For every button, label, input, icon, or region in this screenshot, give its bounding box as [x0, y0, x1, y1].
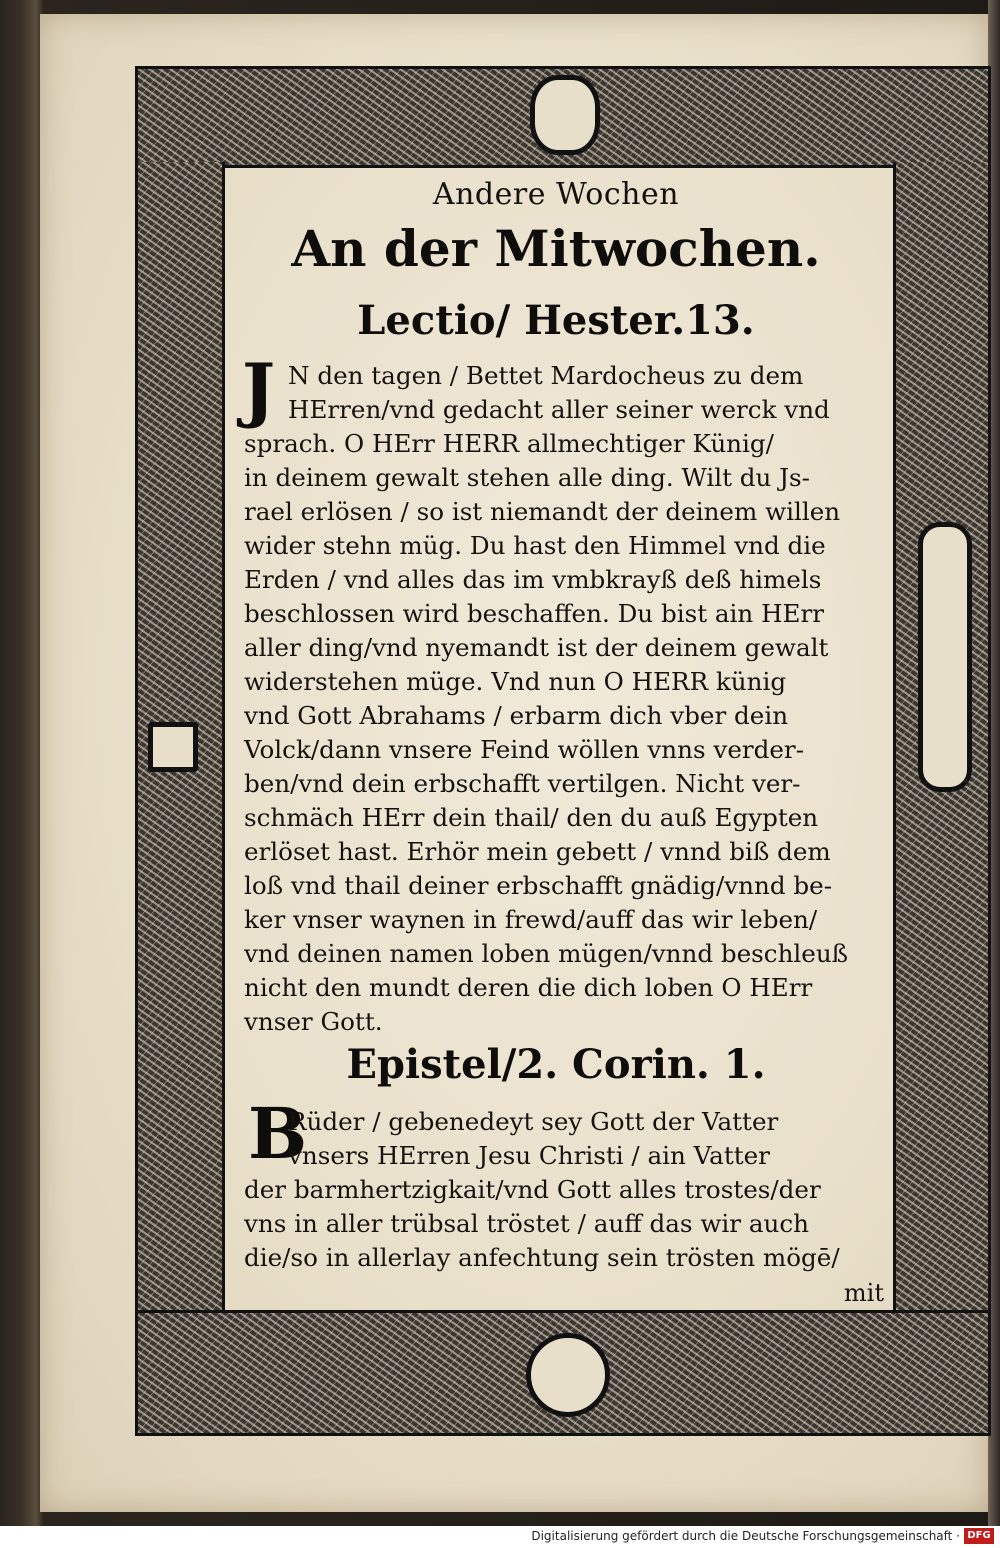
text-line: beschlossen wird beschaffen. Du bist ain HErr [244, 599, 824, 628]
text-line: vnd deinen namen loben mügen/vnnd beschleuß [244, 939, 849, 968]
text-line: rael erlösen / so ist niemandt der deinem willen [244, 497, 841, 526]
dfg-logo-icon: DFG [964, 1528, 994, 1544]
text-line: Rüder / gebenedeyt sey Gott der Vatter [288, 1107, 779, 1136]
text-line: N den tagen / Bettet Mardocheus zu dem [288, 361, 804, 390]
text-line: vnser Gott. [244, 1007, 383, 1036]
woodcut-border-right [893, 162, 991, 1310]
text-line: vnd Gott Abrahams / erbarm dich vber dein [244, 701, 789, 730]
text-line: in deinem gewalt stehen alle ding. Wilt du Js- [244, 463, 810, 492]
circle-ornament-icon [526, 1333, 610, 1417]
drop-cap-epistel: B [248, 1092, 308, 1175]
lectio-heading: Lectio/ Hester.13. [357, 297, 755, 344]
text-line: die/so in allerlay anfechtung sein trösten mögē/ [244, 1243, 840, 1272]
text-line: Erden / vnd alles das im vmbkrayß deß himels [244, 565, 822, 594]
woodcut-border-left [135, 162, 225, 1310]
epistel-body [244, 1105, 884, 1275]
text-line: wider stehn müg. Du hast den Himmel vnd die [244, 531, 826, 560]
square-ornament-icon [148, 722, 198, 772]
woodcut-border-bottom [135, 1310, 991, 1436]
text-line: der barmhertzigkait/vnd Gott alles trostes/der [244, 1175, 821, 1204]
text-line: vns in aller trübsal tröstet / auff das wir auch [244, 1209, 809, 1238]
text-line: Volck/dann vnsere Feind wöllen vnns verder- [244, 735, 804, 764]
running-head: Andere Wochen [432, 177, 680, 212]
vase-ornament-icon [918, 522, 972, 792]
text-line: erlöset hast. Erhör mein gebett / vnnd biß dem [244, 837, 831, 866]
text-line: schmäch HErr dein thail/ den du auß Egypten [244, 803, 819, 832]
text-line: ker vnser waynen in frewd/auff das wir leben/ [244, 905, 818, 934]
text-line: nicht den mundt deren die dich loben O HErr [244, 973, 813, 1002]
text-panel [222, 165, 890, 1307]
page-title: An der Mitwochen. [291, 219, 821, 278]
epistel-heading: Epistel/2. Corin. 1. [346, 1041, 766, 1088]
text-line: loß vnd thail deiner erbschafft gnädig/vnnd be- [244, 871, 833, 900]
lectio-body [244, 359, 884, 1039]
mask-ornament-icon [530, 75, 600, 155]
text-line: vnsers HErren Jesu Christi / ain Vatter [288, 1141, 770, 1170]
text-line: sprach. O HErr HERR allmechtiger Künig/ [244, 429, 774, 458]
text-line: ben/vnd dein erbschafft vertilgen. Nicht ver- [244, 769, 801, 798]
text-line: widerstehen müge. Vnd nun O HERR künig [244, 667, 787, 696]
drop-cap-lectio: J [242, 348, 276, 431]
text-line: HErren/vnd gedacht aller seiner werck vnd [288, 395, 830, 424]
footer-credit: Digitalisierung gefördert durch die Deutsche Forschungsgemeinschaft · [531, 1529, 960, 1543]
catchword: mit [843, 1279, 884, 1307]
text-line: aller ding/vnd nyemandt ist der deinem gewalt [244, 633, 829, 662]
woodcut-border-top [135, 66, 991, 168]
